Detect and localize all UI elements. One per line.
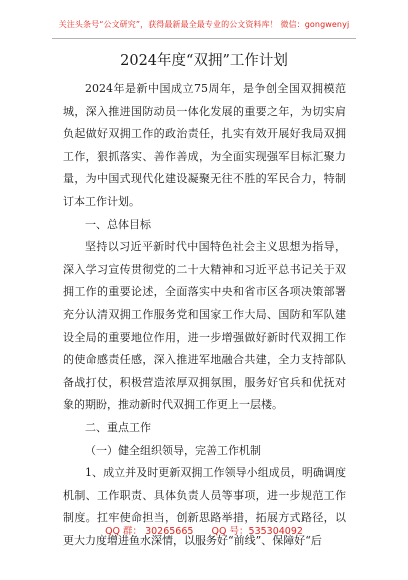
section-heading-key-work: 二、重点工作 xyxy=(85,420,151,434)
item-1-paragraph: 1、成立并及时更新双拥工作领导小组成员，明确调度机制、工作职责、具体负责人员等事项，进一步规范工作制度。扛牢使命担当，创新思路举措，拓展方式路径，以更大力度增进鱼水深情，以服务好“前线”、保障好“后 xyxy=(63,466,346,547)
header-banner: 关注头条号“公文研究”，获得最新最全最专业的公文资料库！ 微信：gongwenyj xyxy=(58,20,350,29)
document-title: 2024年度“双拥”工作计划 xyxy=(120,53,288,69)
intro-paragraph: 2024年是新中国成立75周年，是争创全国双拥模范城，深入推进国防动员一体化发展的重要之年，为切实肩负起做好双拥工作的政治责任，扎实有效开展好我局双拥工作，狠抓落实、善作善成，为全面实现强军目标汇聚力量，为中国式现代化建设凝聚无往不胜的军民合力，特制订本工作计划。 xyxy=(63,82,346,208)
header-divider xyxy=(52,38,356,39)
section-heading-goals: 一、总体目标 xyxy=(85,217,151,231)
goals-paragraph: 坚持以习近平新时代中国特色社会主义思想为指导，深入学习宣传贯彻党的二十大精神和习近平总书记关于双拥工作的重要论述，全面落实中央和省市区各项决策部署充分认清双拥工作服务党和国家工作大局、国防和军队建设全局的重要地位作用，进一步增强做好新时代双拥工作的使命感责任感，深入推进军地融合共建，全力支持部队备战打仗，积极营造浓厚双拥氛围，服务好官兵和优抚对象的期盼，推动新时代双拥工作更上一层楼。 xyxy=(63,240,346,412)
subsection-heading-organization: （一）健全组织领导，完善工作机制 xyxy=(85,443,261,457)
document-body xyxy=(63,78,346,552)
footer-contact: QQ 群： 30265665 QQ 号：535304092 xyxy=(105,526,303,537)
